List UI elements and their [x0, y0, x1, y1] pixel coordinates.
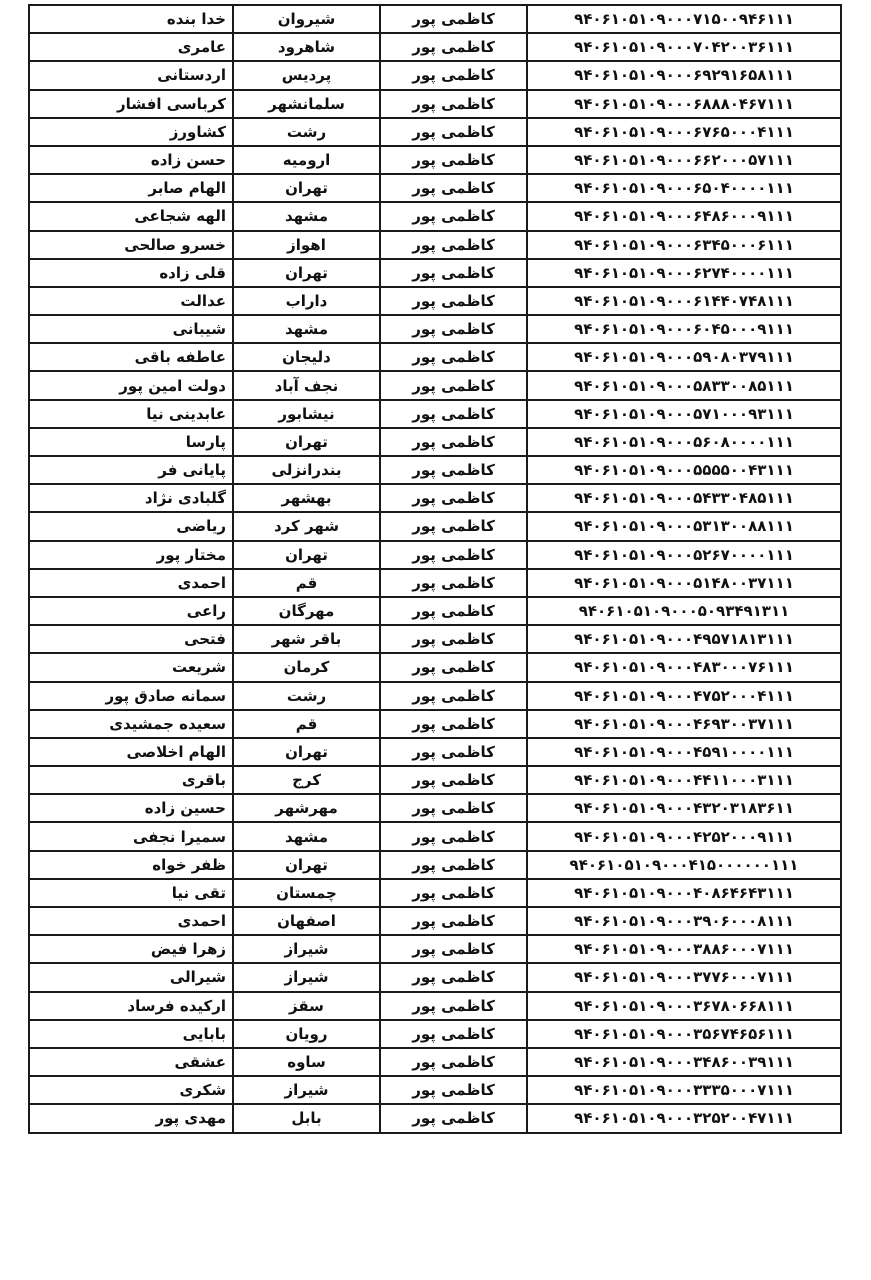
city-cell: تهران — [233, 738, 380, 766]
city-cell: بندرانزلی — [233, 456, 380, 484]
name-cell: قلی زاده — [29, 259, 233, 287]
city-cell: پردیس — [233, 61, 380, 89]
code-cell: ۹۴۰۶۱۰۵۱۰۹۰۰۰۴۷۵۲۰۰۰۴۱۱۱ — [527, 682, 841, 710]
family-cell: کاظمی پور — [380, 371, 527, 399]
family-cell: کاظمی پور — [380, 174, 527, 202]
code-cell: ۹۴۰۶۱۰۵۱۰۹۰۰۰۴۰۸۶۴۶۴۳۱۱۱ — [527, 879, 841, 907]
family-cell: کاظمی پور — [380, 287, 527, 315]
city-cell: بابل — [233, 1104, 380, 1132]
name-cell: گلبادی نژاد — [29, 484, 233, 512]
table-row — [29, 146, 841, 174]
family-cell: کاظمی پور — [380, 33, 527, 61]
city-cell: سقز — [233, 992, 380, 1020]
table-row — [29, 738, 841, 766]
family-cell: کاظمی پور — [380, 738, 527, 766]
family-cell: کاظمی پور — [380, 428, 527, 456]
table-row — [29, 907, 841, 935]
code-cell: ۹۴۰۶۱۰۵۱۰۹۰۰۰۵۲۶۷۰۰۰۰۱۱۱ — [527, 541, 841, 569]
city-cell: مهرگان — [233, 597, 380, 625]
code-cell: ۹۴۰۶۱۰۵۱۰۹۰۰۰۶۳۴۵۰۰۰۶۱۱۱ — [527, 231, 841, 259]
records-table-body — [29, 5, 841, 1133]
code-cell: ۹۴۰۶۱۰۵۱۰۹۰۰۰۳۵۶۷۴۶۵۶۱۱۱ — [527, 1020, 841, 1048]
name-cell: ریاضی — [29, 512, 233, 540]
code-cell: ۹۴۰۶۱۰۵۱۰۹۰۰۰۴۵۹۱۰۰۰۰۱۱۱ — [527, 738, 841, 766]
city-cell: تهران — [233, 851, 380, 879]
name-cell: سمیرا نجفی — [29, 822, 233, 850]
family-cell: کاظمی پور — [380, 1048, 527, 1076]
family-cell: کاظمی پور — [380, 682, 527, 710]
code-cell: ۹۴۰۶۱۰۵۱۰۹۰۰۰۵۱۴۸۰۰۳۷۱۱۱ — [527, 569, 841, 597]
table-row — [29, 456, 841, 484]
code-cell: ۹۴۰۶۱۰۵۱۰۹۰۰۰۵۷۱۰۰۰۹۳۱۱۱ — [527, 400, 841, 428]
city-cell: بهشهر — [233, 484, 380, 512]
code-cell: ۹۴۰۶۱۰۵۱۰۹۰۰۰۴۳۲۰۳۱۸۳۶۱۱ — [527, 794, 841, 822]
name-cell: خسرو صالحی — [29, 231, 233, 259]
code-cell: ۹۴۰۶۱۰۵۱۰۹۰۰۰۳۶۷۸۰۶۶۸۱۱۱ — [527, 992, 841, 1020]
table-row — [29, 259, 841, 287]
code-cell: ۹۴۰۶۱۰۵۱۰۹۰۰۰۵۸۳۳۰۰۸۵۱۱۱ — [527, 371, 841, 399]
table-row — [29, 371, 841, 399]
city-cell: شیروان — [233, 5, 380, 33]
table-row — [29, 1048, 841, 1076]
table-row — [29, 1104, 841, 1132]
name-cell: تقی نیا — [29, 879, 233, 907]
code-cell: ۹۴۰۶۱۰۵۱۰۹۰۰۰۷۰۴۲۰۰۳۶۱۱۱ — [527, 33, 841, 61]
city-cell: مهرشهر — [233, 794, 380, 822]
table-row — [29, 851, 841, 879]
records-table — [28, 4, 842, 1134]
city-cell: قم — [233, 710, 380, 738]
family-cell: کاظمی پور — [380, 851, 527, 879]
table-row — [29, 484, 841, 512]
family-cell: کاظمی پور — [380, 1076, 527, 1104]
code-cell: ۹۴۰۶۱۰۵۱۰۹۰۰۰۴۴۱۱۰۰۰۳۱۱۱ — [527, 766, 841, 794]
city-cell: کرج — [233, 766, 380, 794]
table-row — [29, 512, 841, 540]
name-cell: بابایی — [29, 1020, 233, 1048]
table-row — [29, 992, 841, 1020]
family-cell: کاظمی پور — [380, 343, 527, 371]
city-cell: رویان — [233, 1020, 380, 1048]
family-cell: کاظمی پور — [380, 822, 527, 850]
code-cell: ۹۴۰۶۱۰۵۱۰۹۰۰۰۳۳۳۵۰۰۰۷۱۱۱ — [527, 1076, 841, 1104]
name-cell: عشقی — [29, 1048, 233, 1076]
city-cell: رشت — [233, 682, 380, 710]
name-cell: باقری — [29, 766, 233, 794]
table-row — [29, 541, 841, 569]
city-cell: شیراز — [233, 935, 380, 963]
family-cell: کاظمی پور — [380, 1020, 527, 1048]
city-cell: ساوه — [233, 1048, 380, 1076]
table-row — [29, 90, 841, 118]
table-row — [29, 428, 841, 456]
name-cell: کشاورز — [29, 118, 233, 146]
family-cell: کاظمی پور — [380, 766, 527, 794]
name-cell: سمانه صادق پور — [29, 682, 233, 710]
name-cell: الهام صابر — [29, 174, 233, 202]
code-cell: ۹۴۰۶۱۰۵۱۰۹۰۰۰۴۸۳۰۰۰۷۶۱۱۱ — [527, 653, 841, 681]
family-cell: کاظمی پور — [380, 512, 527, 540]
table-row — [29, 822, 841, 850]
family-cell: کاظمی پور — [380, 61, 527, 89]
name-cell: شیبانی — [29, 315, 233, 343]
code-cell: ۹۴۰۶۱۰۵۱۰۹۰۰۰۶۰۴۵۰۰۰۹۱۱۱ — [527, 315, 841, 343]
name-cell: احمدی — [29, 907, 233, 935]
code-cell: ۹۴۰۶۱۰۵۱۰۹۰۰۰۳۸۸۶۰۰۰۷۱۱۱ — [527, 935, 841, 963]
family-cell: کاظمی پور — [380, 794, 527, 822]
family-cell: کاظمی پور — [380, 5, 527, 33]
code-cell: ۹۴۰۶۱۰۵۱۰۹۰۰۰۶۷۶۵۰۰۰۴۱۱۱ — [527, 118, 841, 146]
name-cell: الهه شجاعی — [29, 202, 233, 230]
code-cell: ۹۴۰۶۱۰۵۱۰۹۰۰۰۵۹۰۸۰۳۷۹۱۱۱ — [527, 343, 841, 371]
city-cell: مشهد — [233, 202, 380, 230]
code-cell: ۹۴۰۶۱۰۵۱۰۹۰۰۰۵۵۵۵۰۰۴۳۱۱۱ — [527, 456, 841, 484]
family-cell: کاظمی پور — [380, 653, 527, 681]
city-cell: تهران — [233, 174, 380, 202]
city-cell: دلیجان — [233, 343, 380, 371]
code-cell: ۹۴۰۶۱۰۵۱۰۹۰۰۰۳۴۸۶۰۰۳۹۱۱۱ — [527, 1048, 841, 1076]
code-cell: ۹۴۰۶۱۰۵۱۰۹۰۰۰۶۲۷۴۰۰۰۰۱۱۱ — [527, 259, 841, 287]
family-cell: کاظمی پور — [380, 569, 527, 597]
family-cell: کاظمی پور — [380, 625, 527, 653]
family-cell: کاظمی پور — [380, 484, 527, 512]
name-cell: کرباسی افشار — [29, 90, 233, 118]
code-cell: ۹۴۰۶۱۰۵۱۰۹۰۰۰۶۱۴۴۰۷۴۸۱۱۱ — [527, 287, 841, 315]
name-cell: مهدی پور — [29, 1104, 233, 1132]
code-cell: ۹۴۰۶۱۰۵۱۰۹۰۰۰۶۹۲۹۱۶۵۸۱۱۱ — [527, 61, 841, 89]
table-row — [29, 33, 841, 61]
family-cell: کاظمی پور — [380, 315, 527, 343]
document-sheet — [28, 4, 842, 1272]
family-cell: کاظمی پور — [380, 935, 527, 963]
name-cell: اردستانی — [29, 61, 233, 89]
table-row — [29, 61, 841, 89]
table-row — [29, 569, 841, 597]
name-cell: زهرا فیض — [29, 935, 233, 963]
table-row — [29, 963, 841, 991]
code-cell: ۹۴۰۶۱۰۵۱۰۹۰۰۰۶۴۸۶۰۰۰۹۱۱۱ — [527, 202, 841, 230]
table-row — [29, 287, 841, 315]
table-row — [29, 315, 841, 343]
code-cell: ۹۴۰۶۱۰۵۱۰۹۰۰۰۷۱۵۰۰۹۴۶۱۱۱ — [527, 5, 841, 33]
family-cell: کاظمی پور — [380, 231, 527, 259]
code-cell: ۹۴۰۶۱۰۵۱۰۹۰۰۰۶۸۸۸۰۴۶۷۱۱۱ — [527, 90, 841, 118]
table-row — [29, 1076, 841, 1104]
name-cell: فتحی — [29, 625, 233, 653]
family-cell: کاظمی پور — [380, 90, 527, 118]
city-cell: کرمان — [233, 653, 380, 681]
table-row — [29, 400, 841, 428]
name-cell: شکری — [29, 1076, 233, 1104]
name-cell: عامری — [29, 33, 233, 61]
code-cell: ۹۴۰۶۱۰۵۱۰۹۰۰۰۴۶۹۳۰۰۳۷۱۱۱ — [527, 710, 841, 738]
city-cell: قم — [233, 569, 380, 597]
name-cell: عدالت — [29, 287, 233, 315]
family-cell: کاظمی پور — [380, 259, 527, 287]
table-row — [29, 710, 841, 738]
table-row — [29, 202, 841, 230]
name-cell: سعیده جمشیدی — [29, 710, 233, 738]
city-cell: شهر کرد — [233, 512, 380, 540]
name-cell: خدا بنده — [29, 5, 233, 33]
family-cell: کاظمی پور — [380, 118, 527, 146]
city-cell: تهران — [233, 428, 380, 456]
name-cell: راعی — [29, 597, 233, 625]
city-cell: نیشابور — [233, 400, 380, 428]
code-cell: ۹۴۰۶۱۰۵۱۰۹۰۰۰۴۲۵۲۰۰۰۹۱۱۱ — [527, 822, 841, 850]
family-cell: کاظمی پور — [380, 1104, 527, 1132]
name-cell: دولت امین پور — [29, 371, 233, 399]
table-row — [29, 653, 841, 681]
city-cell: نجف آباد — [233, 371, 380, 399]
family-cell: کاظمی پور — [380, 541, 527, 569]
table-row — [29, 625, 841, 653]
family-cell: کاظمی پور — [380, 456, 527, 484]
city-cell: تهران — [233, 259, 380, 287]
table-row — [29, 231, 841, 259]
name-cell: شریعت — [29, 653, 233, 681]
name-cell: پارسا — [29, 428, 233, 456]
city-cell: شاهرود — [233, 33, 380, 61]
code-cell: ۹۴۰۶۱۰۵۱۰۹۰۰۰۳۹۰۶۰۰۰۸۱۱۱ — [527, 907, 841, 935]
family-cell: کاظمی پور — [380, 146, 527, 174]
family-cell: کاظمی پور — [380, 710, 527, 738]
name-cell: احمدی — [29, 569, 233, 597]
name-cell: الهام اخلاصی — [29, 738, 233, 766]
name-cell: مختار پور — [29, 541, 233, 569]
table-row — [29, 935, 841, 963]
table-row — [29, 5, 841, 33]
code-cell: ۹۴۰۶۱۰۵۱۰۹۰۰۰۳۲۵۲۰۰۴۷۱۱۱ — [527, 1104, 841, 1132]
family-cell: کاظمی پور — [380, 992, 527, 1020]
city-cell: باقر شهر — [233, 625, 380, 653]
code-cell: ۹۴۰۶۱۰۵۱۰۹۰۰۰۴۹۵۷۱۸۱۳۱۱۱ — [527, 625, 841, 653]
name-cell: شیرالی — [29, 963, 233, 991]
table-row — [29, 1020, 841, 1048]
table-row — [29, 766, 841, 794]
family-cell: کاظمی پور — [380, 202, 527, 230]
table-row — [29, 343, 841, 371]
code-cell: ۹۴۰۶۱۰۵۱۰۹۰۰۰۳۷۷۶۰۰۰۷۱۱۱ — [527, 963, 841, 991]
city-cell: مشهد — [233, 822, 380, 850]
table-row — [29, 597, 841, 625]
code-cell: ۹۴۰۶۱۰۵۱۰۹۰۰۰۵۶۰۸۰۰۰۰۱۱۱ — [527, 428, 841, 456]
name-cell: عاطفه باقی — [29, 343, 233, 371]
city-cell: اصفهان — [233, 907, 380, 935]
city-cell: شیراز — [233, 1076, 380, 1104]
name-cell: حسن زاده — [29, 146, 233, 174]
code-cell: ۹۴۰۶۱۰۵۱۰۹۰۰۰۶۵۰۴۰۰۰۰۱۱۱ — [527, 174, 841, 202]
family-cell: کاظمی پور — [380, 400, 527, 428]
city-cell: رشت — [233, 118, 380, 146]
family-cell: کاظمی پور — [380, 879, 527, 907]
code-cell: ۹۴۰۶۱۰۵۱۰۹۰۰۰۵۰۹۳۴۹۱۳۱۱ — [527, 597, 841, 625]
code-cell: ۹۴۰۶۱۰۵۱۰۹۰۰۰۵۴۳۳۰۴۸۵۱۱۱ — [527, 484, 841, 512]
code-cell: ۹۴۰۶۱۰۵۱۰۹۰۰۰۴۱۵۰۰۰۰۰۰۱۱۱ — [527, 851, 841, 879]
table-row — [29, 174, 841, 202]
name-cell: پایانی فر — [29, 456, 233, 484]
city-cell: داراب — [233, 287, 380, 315]
city-cell: اهواز — [233, 231, 380, 259]
table-row — [29, 682, 841, 710]
city-cell: شیراز — [233, 963, 380, 991]
family-cell: کاظمی پور — [380, 907, 527, 935]
name-cell: حسین زاده — [29, 794, 233, 822]
name-cell: عابدینی نیا — [29, 400, 233, 428]
name-cell: ظفر خواه — [29, 851, 233, 879]
code-cell: ۹۴۰۶۱۰۵۱۰۹۰۰۰۶۶۲۰۰۰۵۷۱۱۱ — [527, 146, 841, 174]
family-cell: کاظمی پور — [380, 963, 527, 991]
table-row — [29, 879, 841, 907]
city-cell: تهران — [233, 541, 380, 569]
table-row — [29, 794, 841, 822]
city-cell: مشهد — [233, 315, 380, 343]
name-cell: ارکیده فرساد — [29, 992, 233, 1020]
table-row — [29, 118, 841, 146]
city-cell: ارومیه — [233, 146, 380, 174]
city-cell: سلمانشهر — [233, 90, 380, 118]
city-cell: چمستان — [233, 879, 380, 907]
family-cell: کاظمی پور — [380, 597, 527, 625]
code-cell: ۹۴۰۶۱۰۵۱۰۹۰۰۰۵۳۱۳۰۰۸۸۱۱۱ — [527, 512, 841, 540]
